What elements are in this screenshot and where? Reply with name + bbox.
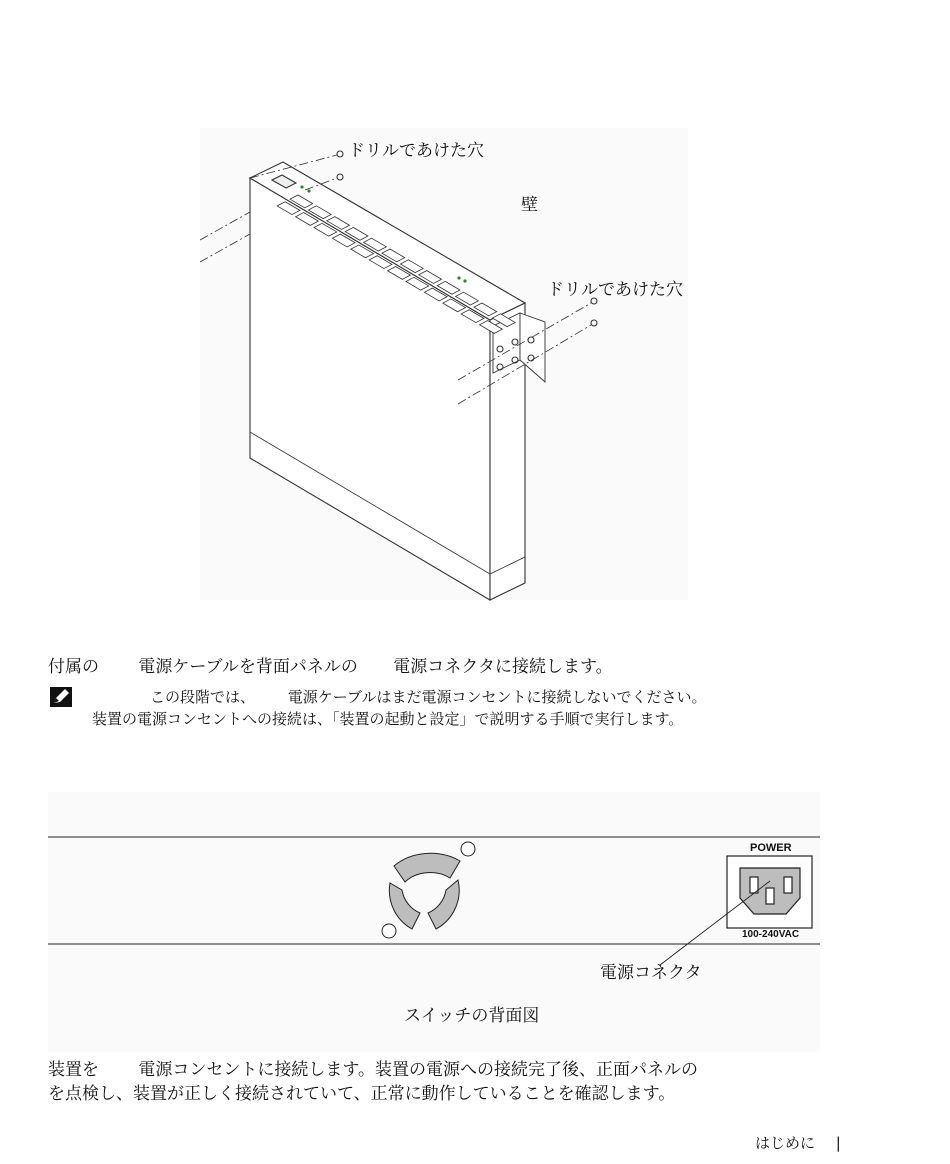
note-line-1: [150, 687, 706, 707]
drill-hole-label-top: ドリルであけた穴: [348, 141, 484, 161]
pencil-note-icon: [50, 687, 72, 707]
voltage-label: 100-240VAC: [742, 929, 800, 940]
note-line-2: 装置の電源コンセントへの接続は、「装置の起動と設定」で説明する手順で実行します。: [92, 710, 684, 728]
note-line-1a: この段階では、: [150, 688, 256, 706]
instruction-part-c: 電源コネクタに接続します。: [393, 657, 613, 677]
footer-section-title: はじめに: [755, 1134, 816, 1152]
drill-hole-label-right: ドリルであけた穴: [547, 280, 683, 300]
instruction2-part-b: 電源コンセントに接続します。装置の電源への接続完了後、正面パネルの: [138, 1060, 699, 1080]
note-line-1b: 電源ケーブルはまだ電源コンセントに接続しないでください。: [287, 688, 707, 706]
footer-separator: |: [835, 1134, 841, 1152]
instruction-connect-cable: [48, 654, 613, 680]
instruction-connect-outlet-line-1: [48, 1057, 698, 1083]
rear-panel-caption: スイッチの背面図: [404, 1006, 540, 1026]
power-connector-callout: 電源コネクタ: [600, 963, 702, 983]
power-label: POWER: [750, 842, 792, 854]
instruction-part-a: 付属の: [48, 657, 99, 677]
instruction-part-b: 電源ケーブルを背面パネルの: [138, 657, 358, 677]
instruction-connect-outlet-line-2: を点検し、装置が正しく接続されていて、正常に動作していることを確認します。: [48, 1084, 676, 1104]
page-footer: [755, 1132, 841, 1153]
wall-label: 壁: [521, 195, 538, 215]
rear-panel-drawing: [0, 780, 950, 980]
instruction2-part-a: 装置を: [48, 1060, 99, 1080]
